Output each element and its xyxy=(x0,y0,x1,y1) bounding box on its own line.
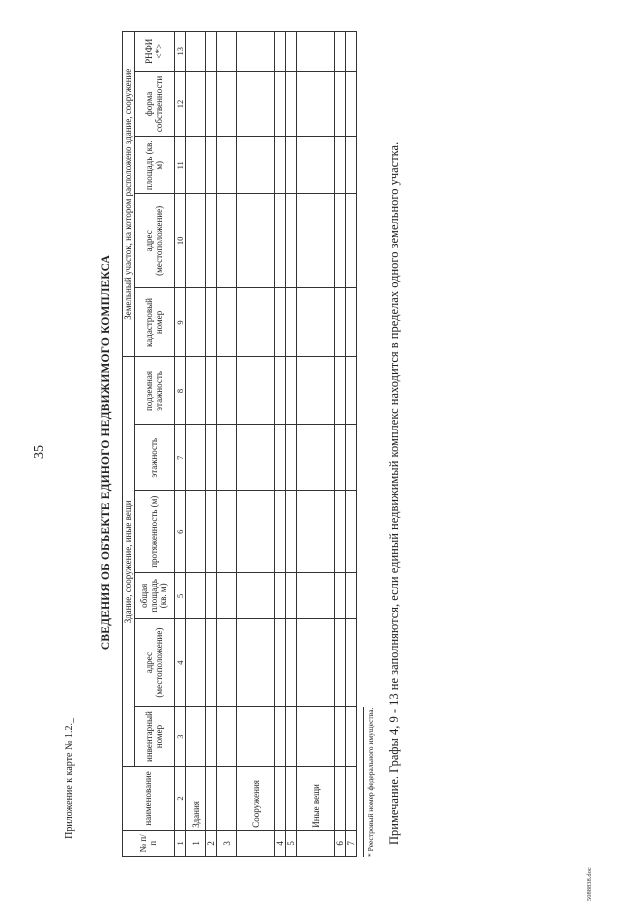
complex-info-table xyxy=(122,31,357,857)
table-row xyxy=(237,32,275,857)
table-cell xyxy=(346,491,357,573)
table-cell xyxy=(335,32,346,72)
table-cell xyxy=(275,706,286,766)
table-cell xyxy=(206,137,217,194)
column-number: 11 xyxy=(175,137,186,194)
table-cell xyxy=(286,573,297,619)
table-cell xyxy=(217,194,237,288)
table-cell xyxy=(286,288,297,357)
table-cell xyxy=(206,32,217,72)
table-cell xyxy=(346,194,357,288)
table-cell xyxy=(286,619,297,707)
row-label: Здания xyxy=(186,767,206,831)
header-group-land: Земельный участок, на котором расположено здание, сооружение xyxy=(123,32,135,357)
table-cell xyxy=(237,619,275,707)
table-cell xyxy=(206,71,217,137)
table-cell xyxy=(286,706,297,766)
table-cell xyxy=(217,32,237,72)
row-number: 7 xyxy=(346,830,357,856)
row-number xyxy=(297,830,335,856)
table-cell xyxy=(297,425,335,491)
table-cell xyxy=(217,425,237,491)
table-row xyxy=(286,32,297,857)
row-label xyxy=(217,767,237,831)
column-number: 1 xyxy=(175,830,186,856)
table-cell xyxy=(346,706,357,766)
column-number: 2 xyxy=(175,767,186,831)
table-cell xyxy=(237,425,275,491)
table-body xyxy=(186,32,357,857)
table-cell xyxy=(335,137,346,194)
table-row xyxy=(297,32,335,857)
header-land-area: площадь (кв. м) xyxy=(135,137,175,194)
table-cell xyxy=(186,288,206,357)
row-label xyxy=(275,767,286,831)
table-cell xyxy=(286,357,297,425)
table-cell xyxy=(237,491,275,573)
table-cell xyxy=(237,288,275,357)
table-cell xyxy=(275,194,286,288)
table-cell xyxy=(286,194,297,288)
header-floors: этажность xyxy=(135,425,175,491)
table-cell xyxy=(286,32,297,72)
row-number xyxy=(237,830,275,856)
appendix-reference: Приложение к карте № 1.2._ xyxy=(64,718,75,839)
table-row xyxy=(275,32,286,857)
table-cell xyxy=(217,288,237,357)
table-cell xyxy=(237,194,275,288)
table-cell xyxy=(286,71,297,137)
header-inventory-number: инвентарный номер xyxy=(135,706,175,766)
row-label: Иные вещи xyxy=(297,767,335,831)
table-cell xyxy=(206,194,217,288)
table-cell xyxy=(335,706,346,766)
table-cell xyxy=(275,573,286,619)
table-cell xyxy=(186,706,206,766)
table-cell xyxy=(186,357,206,425)
row-number: 5 xyxy=(286,830,297,856)
table-cell xyxy=(297,288,335,357)
row-label xyxy=(206,767,217,831)
table-cell xyxy=(297,137,335,194)
table-cell xyxy=(346,619,357,707)
table-cell xyxy=(186,573,206,619)
row-number: 2 xyxy=(206,830,217,856)
table-cell xyxy=(275,491,286,573)
row-label xyxy=(346,767,357,831)
table-cell xyxy=(237,71,275,137)
table-cell xyxy=(297,619,335,707)
table-cell xyxy=(297,194,335,288)
table-cell xyxy=(335,491,346,573)
table-row xyxy=(335,32,346,857)
table-cell xyxy=(275,32,286,72)
table-cell xyxy=(275,357,286,425)
table-cell xyxy=(286,491,297,573)
table-cell xyxy=(206,425,217,491)
header-total-area: общая площадь (кв. м) xyxy=(135,573,175,619)
table-cell xyxy=(237,706,275,766)
header-group-building: Здание, сооружение, иные вещи xyxy=(123,357,135,767)
table-cell xyxy=(217,357,237,425)
table-cell xyxy=(186,137,206,194)
header-cadastral-number: кадастровый номер xyxy=(135,288,175,357)
column-number: 5 xyxy=(175,573,186,619)
table-cell xyxy=(186,32,206,72)
table-row xyxy=(217,32,237,857)
header-address: адрес (местоположение) xyxy=(135,619,175,707)
column-number: 9 xyxy=(175,288,186,357)
table-cell xyxy=(217,573,237,619)
table-cell xyxy=(206,619,217,707)
table-cell xyxy=(335,288,346,357)
table-row xyxy=(346,32,357,857)
table-cell xyxy=(275,619,286,707)
footnote: * Реестровый номер федерального имущества. xyxy=(366,707,375,857)
table-cell xyxy=(297,573,335,619)
table-cell xyxy=(335,71,346,137)
table-cell xyxy=(186,425,206,491)
header-ownership-form: форма собственности xyxy=(135,71,175,137)
header-land-address: адрес (местоположение) xyxy=(135,194,175,288)
table-cell xyxy=(186,491,206,573)
header-underground-floors: подземная этажность xyxy=(135,357,175,425)
table-cell xyxy=(237,32,275,72)
table-cell xyxy=(335,425,346,491)
footnote-divider xyxy=(363,707,364,857)
table-cell xyxy=(217,71,237,137)
table-cell xyxy=(217,491,237,573)
table-cell xyxy=(217,619,237,707)
table-cell xyxy=(297,32,335,72)
table-cell xyxy=(217,706,237,766)
note: Примечание. Графы 4, 9 - 13 не заполняются, если единый недвижимый комплекс находится в пределах одного земельного участка. xyxy=(387,141,401,845)
table-cell xyxy=(335,573,346,619)
table-cell xyxy=(297,71,335,137)
table-cell xyxy=(297,491,335,573)
row-number: 6 xyxy=(335,830,346,856)
header-rnfi: РНФИ <*> xyxy=(135,32,175,72)
table-cell xyxy=(206,357,217,425)
row-label xyxy=(286,767,297,831)
row-number: 1 xyxy=(186,830,206,856)
table-cell xyxy=(237,573,275,619)
table-cell xyxy=(346,71,357,137)
table-cell xyxy=(346,32,357,72)
column-number: 10 xyxy=(175,194,186,288)
table-cell xyxy=(297,357,335,425)
table-cell xyxy=(206,288,217,357)
table-cell xyxy=(206,706,217,766)
header-length: протяженность (м) xyxy=(135,491,175,573)
row-number: 3 xyxy=(217,830,237,856)
table-cell xyxy=(335,357,346,425)
document-file-name: 5088838.doc xyxy=(586,867,593,901)
column-number: 4 xyxy=(175,619,186,707)
header-name: наименование xyxy=(123,767,175,831)
table-cell xyxy=(335,619,346,707)
table-cell xyxy=(286,425,297,491)
page-title: СВЕДЕНИЯ ОБ ОБЪЕКТЕ ЕДИНОГО НЕДВИЖИМОГО КОМПЛЕКСА xyxy=(100,254,112,651)
table-cell xyxy=(346,288,357,357)
table-cell xyxy=(346,137,357,194)
table-cell xyxy=(237,137,275,194)
header-number: № п/п xyxy=(123,830,175,856)
column-number: 3 xyxy=(175,706,186,766)
table-cell xyxy=(346,357,357,425)
row-label: Сооружения xyxy=(237,767,275,831)
table-cell xyxy=(275,425,286,491)
table-cell xyxy=(186,71,206,137)
table-cell xyxy=(275,288,286,357)
table-cell xyxy=(206,491,217,573)
table-row xyxy=(206,32,217,857)
table-cell xyxy=(217,137,237,194)
table-cell xyxy=(186,619,206,707)
table-cell xyxy=(275,137,286,194)
table-cell xyxy=(286,137,297,194)
column-number: 6 xyxy=(175,491,186,573)
column-number: 13 xyxy=(175,32,186,72)
table-row xyxy=(186,32,206,857)
row-number: 4 xyxy=(275,830,286,856)
table-cell xyxy=(275,71,286,137)
column-number: 12 xyxy=(175,71,186,137)
table-cell xyxy=(206,573,217,619)
table-cell xyxy=(297,706,335,766)
table-cell xyxy=(346,573,357,619)
column-number: 8 xyxy=(175,357,186,425)
table-cell xyxy=(186,194,206,288)
row-label xyxy=(335,767,346,831)
table-cell xyxy=(237,357,275,425)
column-number: 7 xyxy=(175,425,186,491)
table-cell xyxy=(335,194,346,288)
page-number: 35 xyxy=(32,445,47,459)
table-cell xyxy=(346,425,357,491)
